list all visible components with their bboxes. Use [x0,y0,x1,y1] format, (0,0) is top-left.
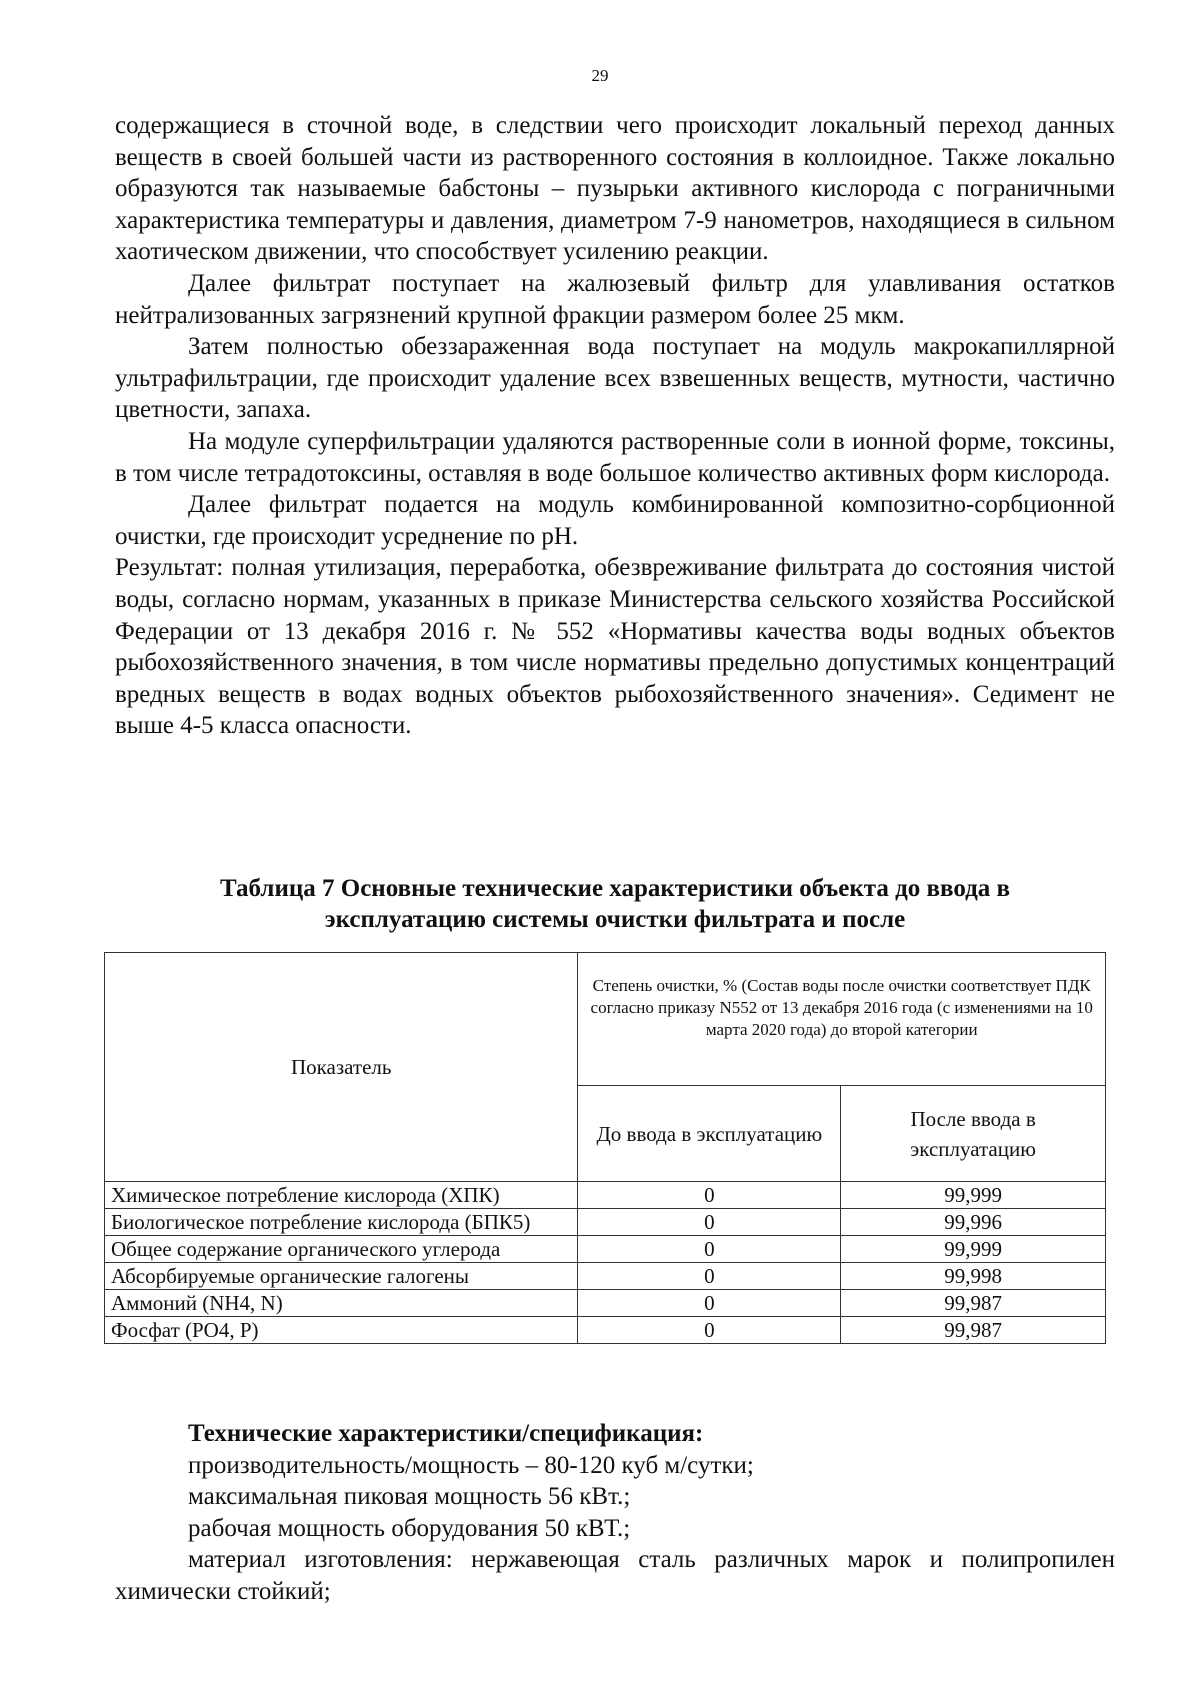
paragraph: На модуле суперфильтрации удаляются растворенные соли в ионной форме, токсины, в том числе тетрадотоксины, оставляя в воде большое количество активных форм кислорода. [115,427,1115,487]
header-purification-degree: Степень очистки, % (Состав воды после очистки соответствует ПДК согласно приказу N552 от 13 декабря 2016 года (с изменениями на 10 марта 2020 года) до второй категории [578,953,1106,1086]
cell-after: 99,987 [841,1317,1106,1344]
table-row [105,1209,1106,1236]
body-text [115,110,1115,742]
header-before: До ввода в эксплуатацию [578,1086,841,1182]
cell-before: 0 [578,1290,841,1317]
cell-before: 0 [578,1263,841,1290]
cell-indicator: Химическое потребление кислорода (ХПК) [105,1182,578,1209]
spec-item: рабочая мощность оборудования 50 кВТ.; [188,1514,631,1542]
table-row [105,1182,1106,1209]
paragraph: содержащиеся в сточной воде, в следствии чего происходит локальный переход данных веществ в своей большей части из растворенного состояния в коллоидное. Также локально образуются так называемые бабстоны – пузырьки активного кислорода с пограничными характеристика температуры и давления, диаметром 7-9 нанометров, находящиеся в сильном хаотическом движении, что способствует усилению реакции. [115,112,1115,266]
characteristics-table [104,952,1106,1344]
cell-after: 99,999 [841,1236,1106,1263]
header-after: После ввода в эксплуатацию [841,1086,1106,1182]
specifications-title: Технические характеристики/спецификация: [188,1420,704,1447]
spec-item: максимальная пиковая мощность 56 кВт.; [188,1483,631,1511]
table-caption-line: эксплуатацию системы очистки фильтрата и после [324,906,906,933]
cell-indicator: Фосфат (PO4, P) [105,1317,578,1344]
cell-before: 0 [578,1182,841,1209]
cell-after: 99,999 [841,1182,1106,1209]
spec-item: производительность/мощность – 80-120 куб м/сутки; [188,1451,754,1479]
table-row [105,1290,1106,1317]
paragraph: Далее фильтрат подается на модуль комбинированной композитно-сорбционной очистки, где происходит усреднение по pH. [115,491,1115,550]
cell-after: 99,987 [841,1290,1106,1317]
table-caption-line: Таблица 7 Основные технические характеристики объекта до ввода в [220,875,1010,902]
cell-before: 0 [578,1317,841,1344]
cell-indicator: Общее содержание органического углерода [105,1236,578,1263]
spec-item: материал изготовления: нержавеющая сталь различных марок и полипропилен химически стойкий; [115,1546,1115,1605]
cell-indicator: Аммоний (NH4, N) [105,1290,578,1317]
paragraph-result: Результат: полная утилизация, переработка, обезвреживание фильтрата до состояния чистой воды, согласно нормам, указанных в приказе Министерства сельского хозяйства Российской Федерации от 13 декабря 2016 г. № 552 «Нормативы качества воды водных объектов рыбохозяйственного значения, в том числе нормативы предельно допустимых концентраций вредных веществ в водах водных объектов рыбохозяйственного значения». Седимент не выше 4-5 класса опасности. [115,554,1115,740]
table-caption [115,873,1115,935]
table-row [105,1236,1106,1263]
header-indicator: Показатель [105,953,578,1182]
cell-before: 0 [578,1236,841,1263]
cell-indicator: Абсорбируемые органические галогены [105,1263,578,1290]
table-header-row [105,953,1106,1086]
cell-indicator: Биологическое потребление кислорода (БПК5) [105,1209,578,1236]
table-row [105,1317,1106,1344]
paragraph: Затем полностью обеззараженная вода поступает на модуль макрокапиллярной ультрафильтрации, где происходит удаление всех взвешенных веществ, мутности, частично цветности, запаха. [115,333,1115,424]
table-row [105,1263,1106,1290]
cell-before: 0 [578,1209,841,1236]
cell-after: 99,998 [841,1263,1106,1290]
specifications-section [115,1418,1115,1608]
cell-after: 99,996 [841,1209,1106,1236]
paragraph: Далее фильтрат поступает на жалюзевый фильтр для улавливания остатков нейтрализованных загрязнений крупной фракции размером более 25 мкм. [115,269,1115,329]
page-number: 29 [591,66,609,85]
